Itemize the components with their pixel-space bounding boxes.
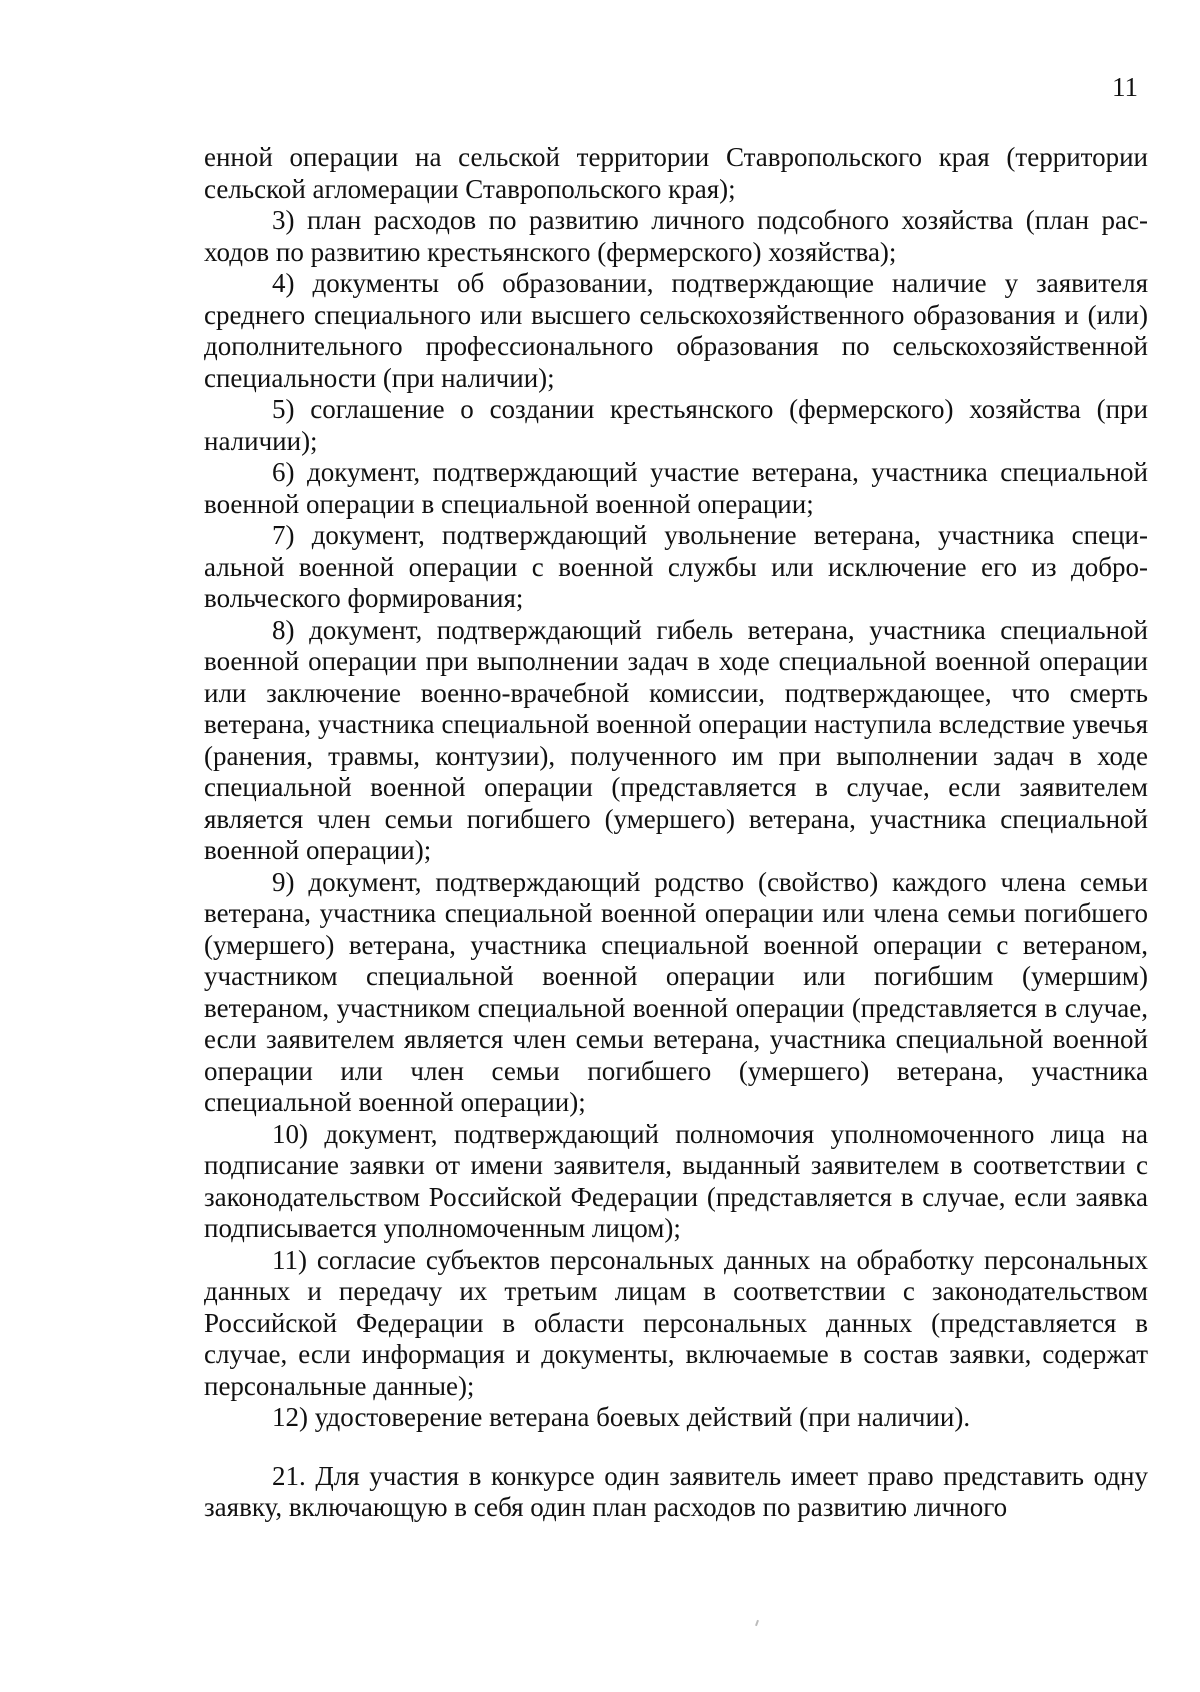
list-item-7: 7) документ, подтверждающий увольнение ветерана, участника специальной военной операции с военной службы или исключение его из добровольческого формирования;	[204, 520, 1148, 613]
scan-speck	[755, 1620, 759, 1626]
list-item-10: 10) документ, подтверждающий полномочия уполномоченного лица на подписание заявки от имени заявителя, выданный заявителем в соответствии с законодательством Российской Федерации (представляется в случае, если заявка подписывается уполномоченным лицом);	[204, 1118, 1148, 1243]
page-number: 11	[1112, 72, 1138, 102]
list-item-4: 4) документы об образовании, подтверждающие наличие у заявителя среднего специального или высшего сельскохозяйственного образования и (или) дополнительного профессионального образования по сельскохозяйственной специальности (при наличии);	[204, 268, 1148, 393]
list-item-8: 8) документ, подтверждающий гибель ветерана, участника специальной военной операции при выполнении задач в ходе специальной военной операции или заключение военно-врачебной комиссии, подтверждающее, что смерть ветерана, участника специальной военной операции наступила вследствие увечья (ранения, травмы, контузии), полученного им при выполнении задач в ходе специальной военной операции (представляется в случае, если заявителем является член семьи погибшего (умершего) ветерана, участника специальной военной операции);	[204, 614, 1148, 865]
section-21: 21. Для участия в конкурсе один заявитель имеет право представить одну заявку, включающую в себя один план расходов по развитию личного	[204, 1460, 1148, 1522]
list-item-6: 6) документ, подтверждающий участие ветерана, участника специальной военной операции в специальной военной операции;	[204, 457, 1148, 519]
paragraph-continuation: енной операции на сельской территории Ставропольского края (территории сельской агломерации Ставропольского края);	[204, 142, 1148, 204]
document-body	[204, 142, 1148, 1524]
list-item-9: 9) документ, подтверждающий родство (свойство) каждого члена семьи ветерана, участника специальной военной операции или члена семьи погибшего (умершего) ветерана, участника специальной военной операции с ветераном, участником специальной военной операции или погибшим (умершим) ветераном, участником специальной военной операции (представляется в случае, если заявителем является член семьи ветерана, участника специальной военной операции или член семьи погибшего (умершего) ветерана, участника специальной военной операции);	[204, 866, 1148, 1117]
list-item-11: 11) согласие субъектов персональных данных на обработку персональных данных и передачу их третьим лицам в соответствии с законодательством Российской Федерации в области персональных данных (представляется в случае, если информация и документы, включаемые в состав заявки, содержат персональные данные);	[204, 1244, 1148, 1401]
list-item-5: 5) соглашение о создании крестьянского (фермерского) хозяйства (при наличии);	[204, 394, 1148, 456]
list-item-3: 3) план расходов по развитию личного подсобного хозяйства (план расходов по развитию крестьянского (фермерского) хозяйства);	[204, 205, 1148, 267]
list-item-12: 12) удостоверение ветерана боевых действий (при наличии).	[272, 1402, 971, 1432]
